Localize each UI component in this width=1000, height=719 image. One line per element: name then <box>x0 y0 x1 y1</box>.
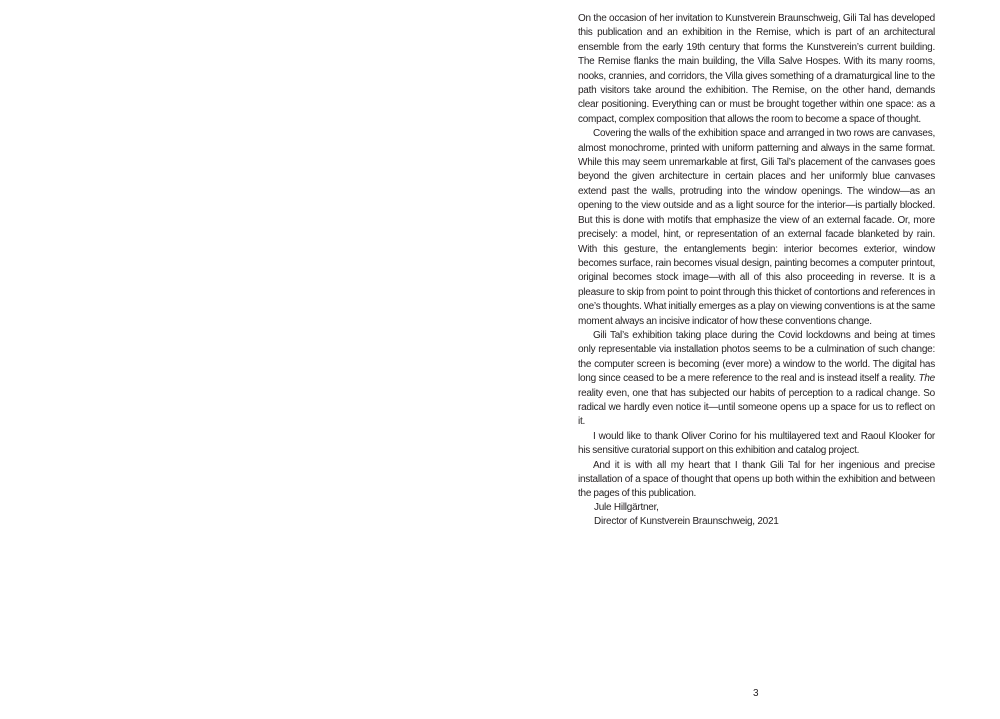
paragraph-thanks-artist: And it is with all my heart that I thank Gili Tal for her ingenious and precise installation of a space of thought that opens up both within the exhibition and between the pages of this publication. <box>578 459 935 500</box>
paragraph-covid <box>578 329 935 430</box>
paragraph-intro: On the occasion of her invitation to Kunstverein Braunschweig, Gili Tal has developed this publication and an exhibition in the Remise, which is part of an architectural ensemble from the early 19th century that forms the Kunstverein’s current building. The Remise flanks the main building, the Villa Salve Hospes. With its many rooms, nooks, crannies, and corridors, the Villa gives something of a dramaturgical line to the path visitors take around the exhibition. The Remise, on the other hand, demands clear positioning. Everything can or must be brought together within one space: as a compact, complex composition that allows the room to become a space of thought. <box>578 13 935 125</box>
signature-name: Jule Hillgärtner, <box>594 502 659 513</box>
foreword-text <box>578 12 935 502</box>
signature-title: Director of Kunstverein Braunschweig, 2021 <box>594 516 779 528</box>
paragraph-covid-emphasis: The <box>918 373 935 385</box>
right-page <box>500 0 1000 719</box>
signature-block <box>594 501 779 530</box>
paragraph-canvases: Covering the walls of the exhibition space and arranged in two rows are canvases, almost monochrome, printed with uniform patterning and always in the same format. While this may seem unremarkable at first, Gili Tal’s placement of the canvases goes beyond the given architecture in certain places and her uniformly blue canvases extend past the walls, protruding into the window openings. The window—as an opening to the view outside and as a light source for the interior—is partially blocked. But this is done with motifs that emphasize the view of an external facade. Or, more precisely: a model, hint, or representation of an external facade blanketed by rain. With this gesture, the entanglements begin: interior becomes exterior, window becomes surface, rain becomes visual design, painting becomes a computer printout, original becomes stock image—with all of this also proceeding in reverse. It is a pleasure to skip from point to point through this thicket of contortions and references in one’s thoughts. What initially emerges as a play on viewing conventions is at the same moment always an incisive indicator of how these conventions change. <box>578 128 935 327</box>
paragraph-thanks-curators: I would like to thank Oliver Corino for his multilayered text and Raoul Klooker for his sensitive curatorial support on this exhibition and catalog project. <box>578 430 935 457</box>
paragraph-covid-part2: reality even, one that has subjected our habits of perception to a radical change. So radical we hardly even notice it—until someone opens up a space for us to reflect on it. <box>578 387 935 428</box>
paragraph-covid-part1: Gili Tal’s exhibition taking place during the Covid lockdowns and being at times only representable via installation photos seems to be a culmination of such change: the computer screen is becoming (ever more) a window to the world. The digital has long since ceased to be a mere reference to the real and is instead itself a reality. <box>578 329 935 385</box>
page-number: 3 <box>753 688 759 699</box>
